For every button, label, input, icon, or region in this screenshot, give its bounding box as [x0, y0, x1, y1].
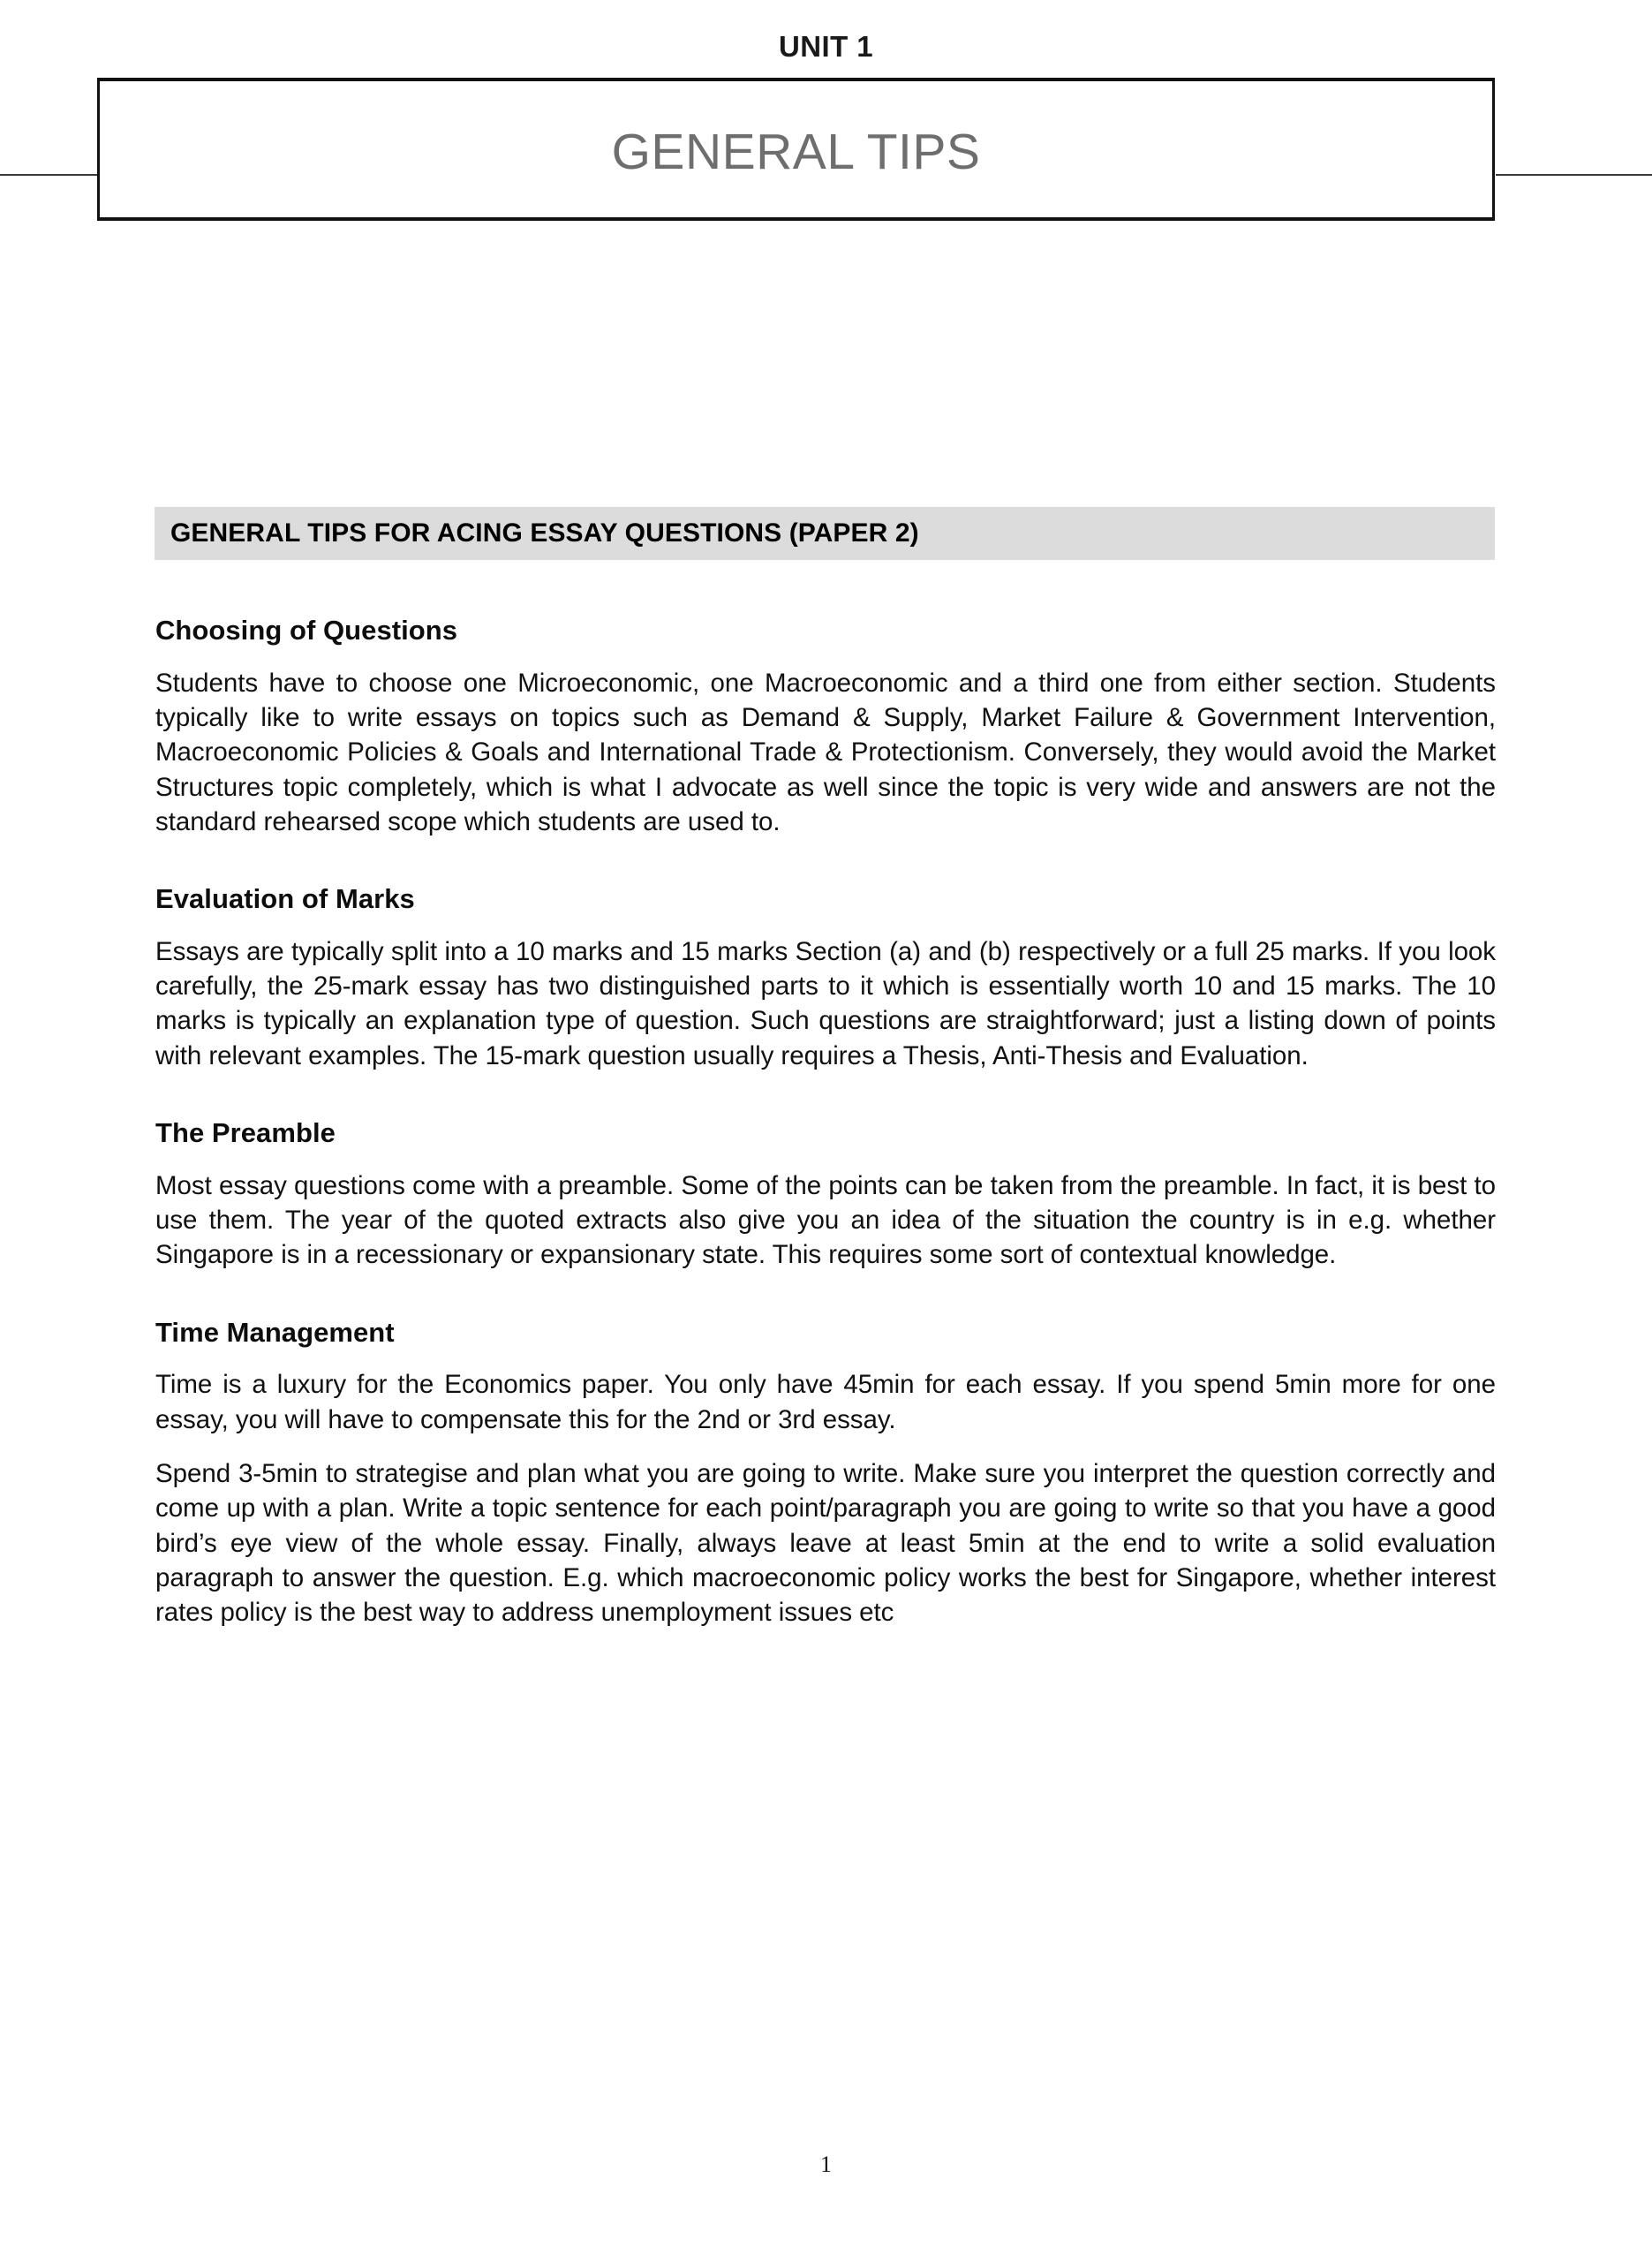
section-heading-time-management: Time Management	[155, 1316, 395, 1348]
paragraph: Most essay questions come with a preamble. Some of the points can be taken from the preamble. In fact, it is best to use them. The year of the quoted extracts also give you an idea of the situation the country is in e.g. whether Singapore is in a recessionary or expansionary state. This requires some sort of contextual knowledge.	[155, 1170, 1496, 1270]
chapter-title: GENERAL TIPS	[611, 124, 981, 180]
page-number: 1	[820, 2151, 832, 2177]
section-heading-evaluation-of-marks: Evaluation of Marks	[155, 883, 415, 915]
section-heading-the-preamble: The Preamble	[155, 1117, 336, 1149]
paragraph: Essays are typically split into a 10 marks and 15 marks Section (a) and (b) respectively or a full 25 marks. If you look carefully, the 25-mark essay has two distinguished parts to it which is essentially worth 10 and 15 marks. The 10 marks is typically an explanation type of question. Such questions are straightforward; just a listing down of points with relevant examples. The 15-mark question usually requires a Thesis, Anti-Thesis and Evaluation.	[155, 936, 1496, 1070]
section-heading-choosing-of-questions: Choosing of Questions	[155, 615, 458, 646]
section-banner	[155, 507, 1495, 560]
chapter-title-box	[97, 78, 1495, 221]
section-banner-label: GENERAL TIPS FOR ACING ESSAY QUESTIONS (PAPER 2)	[170, 518, 919, 548]
document-body	[155, 615, 1496, 1630]
paragraph: Students have to choose one Microeconomic, one Macroeconomic and a third one from either section. Students typically like to write essays on topics such as Demand & Supply, Market Failure & Government Intervention, Macroeconomic Policies & Goals and International Trade & Protectionism. Conversely, they would avoid the Market Structures topic completely, which is what I advocate as well since the topic is very wide and answers are not the standard rehearsed scope which students are used to.	[155, 668, 1496, 836]
header-rule-right	[1496, 174, 1652, 176]
header-rule-left	[0, 174, 99, 176]
paragraph: Spend 3-5min to strategise and plan what you are going to write. Make sure you interpret the question correctly and come up with a plan. Write a topic sentence for each point/paragraph you are going to write so that you have a good bird’s eye view of the whole essay. Finally, always leave at least 5min at the end to write a solid evaluation paragraph to answer the question. E.g. which macroeconomic policy works the best for Singapore, whether interest rates policy is the best way to address unemployment issues etc	[155, 1458, 1496, 1628]
paragraph: Time is a luxury for the Economics paper. You only have 45min for each essay. If you spend 5min more for one essay, you will have to compensate this for the 2nd or 3rd essay.	[155, 1370, 1496, 1434]
running-header-unit: UNIT 1	[779, 30, 873, 63]
